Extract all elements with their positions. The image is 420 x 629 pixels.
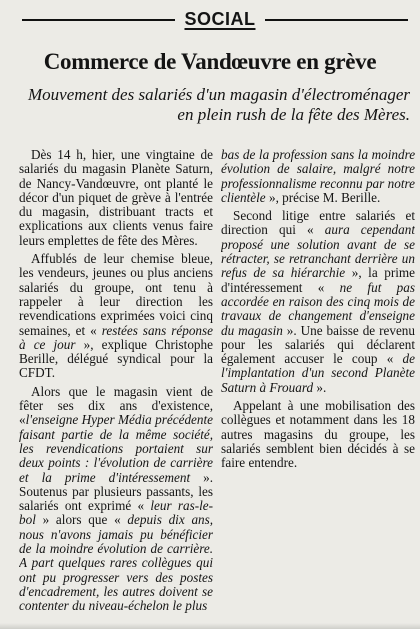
page-fold-shadow xyxy=(0,623,420,629)
paragraph-1: Dès 14 h, hier, une vingtaine de salariés du magasin Planète Saturn, de Nancy-Vandœuvre, ont planté le décor d'un piquet de grève à l'entrée du magasin, distribuant tracts et explications aux clients venus faire leurs emplettes de fête des Mères. xyxy=(19,148,213,248)
article-headline: Commerce de Vandœuvre en grève xyxy=(43,49,377,74)
paragraph-5: Appelant à une mobilisation des collègues et notamment dans les 18 autres magasins du groupe, les salariés semblent bien décidés à se faire entendre. xyxy=(221,398,415,471)
article-column-right xyxy=(221,148,415,626)
paragraph-2: Affublés de leur chemise bleue, les vendeurs, jeunes ou plus anciens salariés du groupe, ont tenu à rappeler à leur direction les revendications exprimées voici cinq semaines, et « restées sans réponse à ce jour », explique Christophe Berille, délégué syndical pour la CFDT. xyxy=(19,251,213,381)
article-column-left xyxy=(19,148,213,626)
paragraph-4: Second litige entre salariés et direction qui « aura cependant proposé une solution avant de se rétracter, se retranchant derrière un refus de sa hiérarchie », la prime d'intéressement « ne fut pas accordée en raison des cinq mois de travaux de changement d'enseigne du magasin ». Une baisse de revenu pour les salariés qui déclarent également accuser le coup « de l'implantation d'un second Planète Saturn à Frouard ». xyxy=(221,208,415,395)
section-rubric-label: SOCIAL xyxy=(184,9,256,29)
paragraph-3: Alors que le magasin vient de fêter ses dix ans d'existence, «l'enseigne Hyper Média précédente faisant partie de la même société, les revendications portaient sur deux points : l'évolution de carrière et la prime d'intéressement ». Soutenus par plusieurs passants, les salariés ont exprimé « leur ras-le-bol » alors que « depuis dix ans, nous n'avons jamais pu bénéficier de la moindre évolution de carrière. A part quelques rares collègues qui ont pu progresser vers des postes d'encadrement, les autres doivent se contenter du niveau-échelon le plus xyxy=(19,383,213,614)
article-body xyxy=(19,148,415,626)
paragraph-3-continued: bas de la profession sans la moindre évolution de salaire, malgré notre professionnalisme reconnu par notre clientèle », précise M. Berille. xyxy=(221,148,415,205)
article-subheadline: Mouvement des salariés d'un magasin d'électroménager en plein rush de la fête des Mères. xyxy=(28,85,410,124)
section-rubric xyxy=(175,6,265,33)
